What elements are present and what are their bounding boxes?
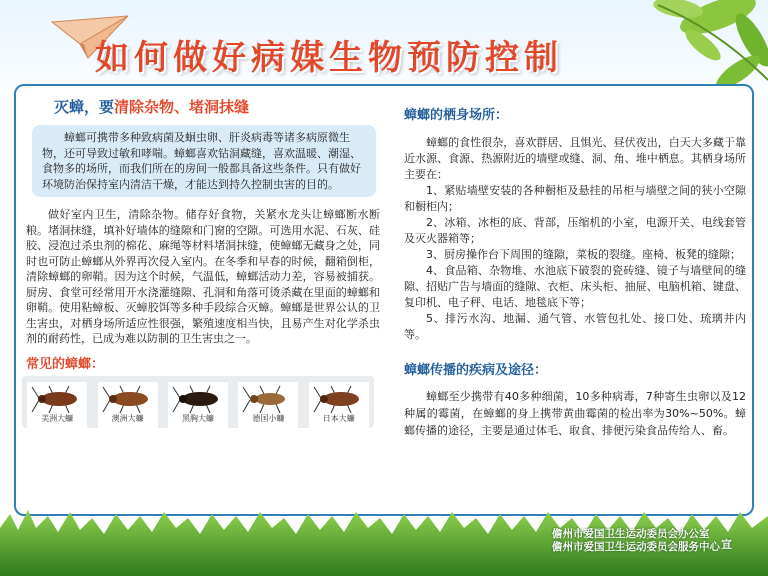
- roach-card: [309, 382, 369, 428]
- disease-heading: 蟑螂传播的疾病及途径：: [404, 363, 548, 378]
- roach-card: [98, 382, 158, 428]
- habitat-paragraph: 2、冰箱、冰柜的底、背部，压缩机的小室，电源开关、电线套管及灭火器箱等；: [404, 216, 746, 245]
- roach-label: 日本大蠊: [322, 413, 355, 423]
- cockroach-icon: [313, 384, 365, 414]
- cockroach-icon: [31, 384, 83, 414]
- issuer-line-2: 儋州市爱国卫生运动委员会服务中心: [552, 541, 720, 553]
- issuer-suffix: 宣: [721, 538, 732, 551]
- cockroach-icon: [242, 384, 294, 414]
- roach-label: 德国小蠊: [252, 413, 285, 423]
- left-heading-prefix: 灭蟑，要: [54, 98, 115, 116]
- roach-gallery: [22, 376, 374, 428]
- left-body-text: 做好室内卫生，清除杂物。储存好食物，关紧水龙头让蟑螂断水断粮。堵洞抹缝，填补好墙体的缝隙和门窗的空隙。可选用水泥、石灰、硅胶、浸泡过杀虫剂的棉花、麻绳等材料堵洞抹缝，使蟑螂无藏身之处，同时也可防止蟑螂从外界再次侵入室内。在冬季和早春的时候，翻箱倒柜，清除蟑螂的卵鞘。因为这个时候，气温低，蟑螂活动力差，容易被捕获。厨房、食堂可经常用开水浇灌缝隙、孔洞和角落可烫杀藏在里面的蟑螂和卵鞘。使用粘蟑板、灭蟑胶饵等多种手段综合灭蟑。蟑螂是世界公认的卫生害虫，对栖身场所适应性很强，繁殖速度相当快，且易产生对化学杀虫剂的耐药性，已成为难以防制的卫生害虫之一。: [26, 208, 380, 345]
- page-title: 如何做好病媒生物预防控制: [95, 38, 563, 78]
- habitat-paragraph: 5、排污水沟、地漏、通气管、水管包扎处、接口处、琉璃井内等。: [404, 312, 746, 341]
- left-heading: [54, 90, 382, 117]
- disease-text: 蟑螂至少携带有40多种细菌，10多种病毒，7种寄生虫卵以及12种属的霉菌，在蟑螂的身上携带黄曲霉菌的检出率为30%~50%。蟑螂传播的途径，主要是通过体毛、取食、排便污染食品传给人、畜。: [404, 390, 746, 437]
- habitat-paragraph: 4、食品箱、杂物堆、水池底下破裂的瓷砖缝、镜子与墙壁间的缝隙、招贴广告与墙面的缝隙、衣柜、床头柜、抽屉、电脑机箱、键盘、复印机、电子秤、电话、地毯底下等；: [404, 264, 746, 309]
- habitat-paragraph: 蟑螂的食性很杂，喜欢群居、且惧光、昼伏夜出，白天大多藏于靠近水源、食源、热源附近的墙壁或缝、洞、角、堆中栖息。其栖身场所主要在：: [404, 136, 746, 181]
- cockroach-icon: [172, 384, 224, 414]
- habitat-text: [394, 135, 754, 343]
- intro-box: 蟑螂可携带多种致病菌及蛔虫卵、肝炎病毒等诸多病原微生物，还可导致过敏和哮喘。蟑螂喜欢钻洞藏缝，喜欢温暖、潮湿、食物多的场所，而我们所在的房间一般都具备这些条件。只有做好环境防治保持室内清洁干燥，才能达到持久控制虫害的目的。: [32, 125, 376, 197]
- left-column: [22, 90, 382, 428]
- roach-card: [168, 382, 228, 428]
- right-column: [394, 90, 754, 439]
- habitat-paragraph: 1、紧贴墙壁安装的各种橱柜及悬挂的吊柜与墙壁之间的狭小空隙和橱柜内；: [404, 184, 746, 213]
- left-heading-highlight: 清除杂物、堵洞抹缝: [114, 98, 250, 116]
- common-roaches-heading: 常见的蟑螂：: [26, 356, 105, 372]
- issuer-line-1: 儋州市爱国卫生运动委员会办公室: [552, 528, 710, 540]
- roach-label: 美洲大蠊: [41, 413, 74, 423]
- roach-label: 澳洲大蠊: [111, 413, 144, 423]
- roach-label: 黑胸大蠊: [181, 413, 214, 423]
- issuer-block: [552, 528, 720, 554]
- roach-card: [27, 382, 87, 428]
- habitat-heading: 蟑螂的栖身场所：: [404, 108, 509, 123]
- cockroach-icon: [102, 384, 154, 414]
- roach-card: [238, 382, 298, 428]
- habitat-paragraph: 3、厨房操作台下周围的缝隙，菜板的裂缝。座椅、板凳的缝隙；: [426, 248, 741, 261]
